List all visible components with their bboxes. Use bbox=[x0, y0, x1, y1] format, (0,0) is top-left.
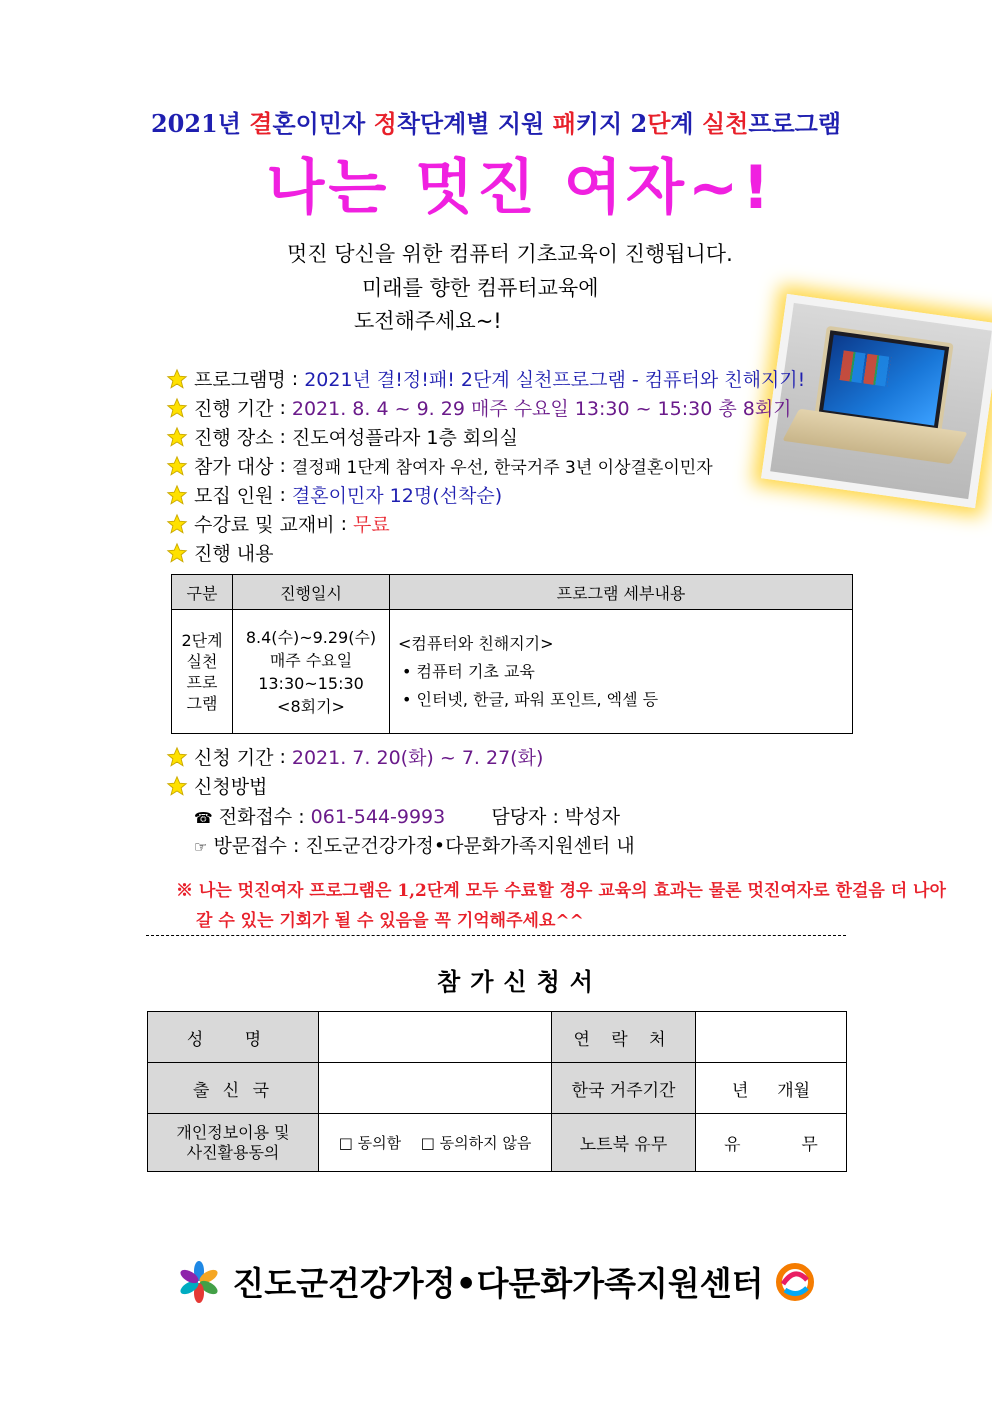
header-part: 계 bbox=[670, 109, 702, 138]
item-label: 신청 기간 bbox=[194, 747, 274, 769]
item-value: 2021. 8. 4 ~ 9. 29 매주 수요일 13:30 ~ 15:30 총 8회기 bbox=[291, 398, 792, 420]
laptop-label: 노트북 유무 bbox=[552, 1114, 696, 1172]
details-title: <컴퓨터와 친해지기> bbox=[398, 633, 554, 653]
item-target: 참가 대상 : 결정패 1단계 참여자 우선, 한국거주 3년 이상결혼이민자 bbox=[166, 452, 713, 479]
item-period: 진행 기간 : 2021. 8. 4 ~ 9. 29 매주 수요일 13:30 ~ 15:30 총 8회기 bbox=[166, 394, 792, 421]
item-value: 무료 bbox=[352, 514, 390, 536]
item-apply-period: 신청 기간 : 2021. 7. 20(화) ~ 7. 27(화) bbox=[166, 743, 543, 770]
item-label: 진행 내용 bbox=[194, 543, 274, 565]
item-label: 진행 기간 bbox=[194, 398, 274, 420]
laptop-no[interactable]: 무 bbox=[801, 1135, 818, 1155]
details-line: • 컴퓨터 기초 교육 bbox=[402, 661, 535, 681]
phone-icon: ☎ bbox=[194, 809, 213, 827]
cut-line bbox=[146, 935, 846, 936]
name-field[interactable] bbox=[319, 1012, 552, 1063]
contact-label: 연 락 처 bbox=[552, 1012, 696, 1063]
visit-place: 진도군건강가정•다문화가족지원센터 내 bbox=[305, 835, 635, 857]
residence-year: 년 bbox=[731, 1080, 749, 1101]
form-title: 참가신청서 bbox=[437, 968, 603, 996]
item-label: 수강료 및 교재비 bbox=[194, 514, 335, 536]
notice-line-1: ※ 나는 멋진여자 프로그램은 1,2단계 모두 수료할 경우 교육의 효과는 물론 멋진여자로 한걸음 더 나아 bbox=[176, 881, 946, 901]
name-label: 성 명 bbox=[148, 1012, 319, 1063]
star-icon bbox=[166, 397, 188, 419]
header-part: 단 bbox=[647, 109, 671, 138]
swirl-logo-icon bbox=[775, 1262, 815, 1302]
item-fee: 수강료 및 교재비 : 무료 bbox=[166, 510, 390, 537]
schedule-line: 매주 수요일 bbox=[269, 650, 353, 670]
item-apply-method bbox=[166, 772, 267, 799]
header-part: 프로그램 bbox=[748, 109, 842, 138]
item-label: 신청방법 bbox=[194, 776, 268, 798]
consent-options bbox=[319, 1114, 552, 1172]
table-header: 프로그램 세부내용 bbox=[390, 575, 853, 610]
header-part: 2021년 bbox=[150, 109, 250, 138]
item-place: 진행 장소 : 진도여성플라자 1층 회의실 bbox=[166, 423, 518, 450]
header-part: 정 bbox=[373, 109, 397, 138]
item-label: 모집 인원 bbox=[194, 485, 274, 507]
star-icon bbox=[166, 426, 188, 448]
star-icon bbox=[166, 368, 188, 390]
star-icon bbox=[166, 775, 188, 797]
schedule-line: <8회기> bbox=[277, 696, 345, 716]
details-line: • 인터넷, 한글, 파워 포인트, 엑셀 등 bbox=[402, 689, 659, 709]
item-label: 참가 대상 bbox=[194, 456, 274, 478]
laptop-photo bbox=[761, 294, 992, 508]
schedule-line: 8.4(수)~9.29(수) bbox=[245, 627, 377, 647]
agree-checkbox[interactable]: □ 동의함 bbox=[338, 1134, 402, 1152]
category-cell bbox=[172, 610, 233, 734]
consent-label-line: 개인정보이용 및 bbox=[176, 1122, 290, 1142]
footer-org bbox=[0, 1258, 992, 1305]
phone-label: 전화접수 bbox=[218, 806, 293, 828]
header-program-line bbox=[0, 104, 992, 139]
star-icon bbox=[166, 746, 188, 768]
header-part: 착단계별 지원 bbox=[396, 109, 553, 138]
category-line: 그램 bbox=[186, 693, 218, 713]
footer-org-name: 진도군건강가정•다문화가족지원센터 bbox=[232, 1264, 764, 1303]
item-recruit: 모집 인원 : 결혼이민자 12명(선착순) bbox=[166, 481, 502, 508]
consent-label-line: 사진활용동의 bbox=[186, 1142, 280, 1162]
manager-name: 박성자 bbox=[564, 806, 620, 828]
residence-field[interactable] bbox=[696, 1063, 847, 1114]
item-value: 결정패 1단계 참여자 우선, 한국거주 3년 이상결혼이민자 bbox=[291, 458, 713, 478]
manager-label: 담당자 bbox=[491, 806, 547, 828]
application-form-table bbox=[147, 1011, 847, 1172]
country-field[interactable] bbox=[319, 1063, 552, 1114]
item-value: 진도여성플라자 1층 회의실 bbox=[291, 427, 518, 449]
star-icon bbox=[166, 455, 188, 477]
category-line: 2단계 bbox=[181, 630, 223, 650]
item-label: 진행 장소 bbox=[194, 427, 274, 449]
header-part: 혼이민자 bbox=[272, 109, 374, 138]
intro-line-1: 멋진 당신을 위한 컴퓨터 기초교육이 진행됩니다. bbox=[287, 242, 733, 266]
pointing-hand-icon: ☞ bbox=[194, 838, 208, 856]
star-icon bbox=[166, 484, 188, 506]
laptop-field[interactable] bbox=[696, 1114, 847, 1172]
program-table bbox=[171, 574, 853, 734]
phone-number: 061-544-9993 bbox=[310, 806, 446, 828]
visit-label: 방문접수 bbox=[213, 835, 287, 857]
country-label: 출 신 국 bbox=[148, 1063, 319, 1114]
item-program-name: 프로그램명 : 2021년 결!정!패! 2단계 실천프로그램 - 컴퓨터와 친해지기! bbox=[166, 365, 805, 392]
star-icon bbox=[166, 513, 188, 535]
consent-label bbox=[148, 1114, 319, 1172]
laptop-yes[interactable]: 유 bbox=[724, 1135, 741, 1155]
pinwheel-logo-icon bbox=[177, 1260, 221, 1304]
residence-month: 개월 bbox=[777, 1080, 811, 1101]
item-content bbox=[166, 539, 273, 566]
header-part: 패 bbox=[552, 109, 576, 138]
header-part: 결 bbox=[249, 109, 273, 138]
header-part: 키지 2 bbox=[575, 109, 648, 138]
visit-apply-line: ☞ 방문접수 : 진도군건강가정•다문화가족지원센터 내 bbox=[194, 835, 635, 857]
table-header: 구분 bbox=[172, 575, 233, 610]
schedule-cell bbox=[233, 610, 390, 734]
main-title: 나는 멋진 여자~! bbox=[266, 153, 774, 223]
item-label: 프로그램명 bbox=[194, 369, 286, 391]
intro-line-3: 도전해주세요~! bbox=[354, 309, 502, 333]
item-value: 결혼이민자 12명(선착순) bbox=[291, 485, 503, 507]
category-line: 실천 bbox=[186, 651, 218, 671]
schedule-line: 13:30~15:30 bbox=[258, 673, 364, 693]
contact-field[interactable] bbox=[696, 1012, 847, 1063]
details-cell bbox=[390, 610, 853, 734]
phone-apply-line: ☎ 전화접수 : 061-544-9993 담당자 : 박성자 bbox=[194, 806, 620, 828]
category-line: 프로 bbox=[186, 672, 218, 692]
item-value: 2021년 결!정!패! 2단계 실천프로그램 - 컴퓨터와 친해지기! bbox=[304, 369, 806, 391]
table-header: 진행일시 bbox=[233, 575, 390, 610]
star-icon bbox=[166, 542, 188, 564]
residence-label: 한국 거주기간 bbox=[552, 1063, 696, 1114]
header-part: 실천 bbox=[701, 109, 749, 138]
item-value: 2021. 7. 20(화) ~ 7. 27(화) bbox=[291, 747, 544, 769]
disagree-checkbox[interactable]: □ 동의하지 않음 bbox=[420, 1134, 532, 1152]
intro-line-2: 미래를 향한 컴퓨터교육에 bbox=[362, 276, 599, 300]
notice-line-2: 갈 수 있는 기회가 될 수 있음을 꼭 기억해주세요^^ bbox=[196, 911, 584, 931]
